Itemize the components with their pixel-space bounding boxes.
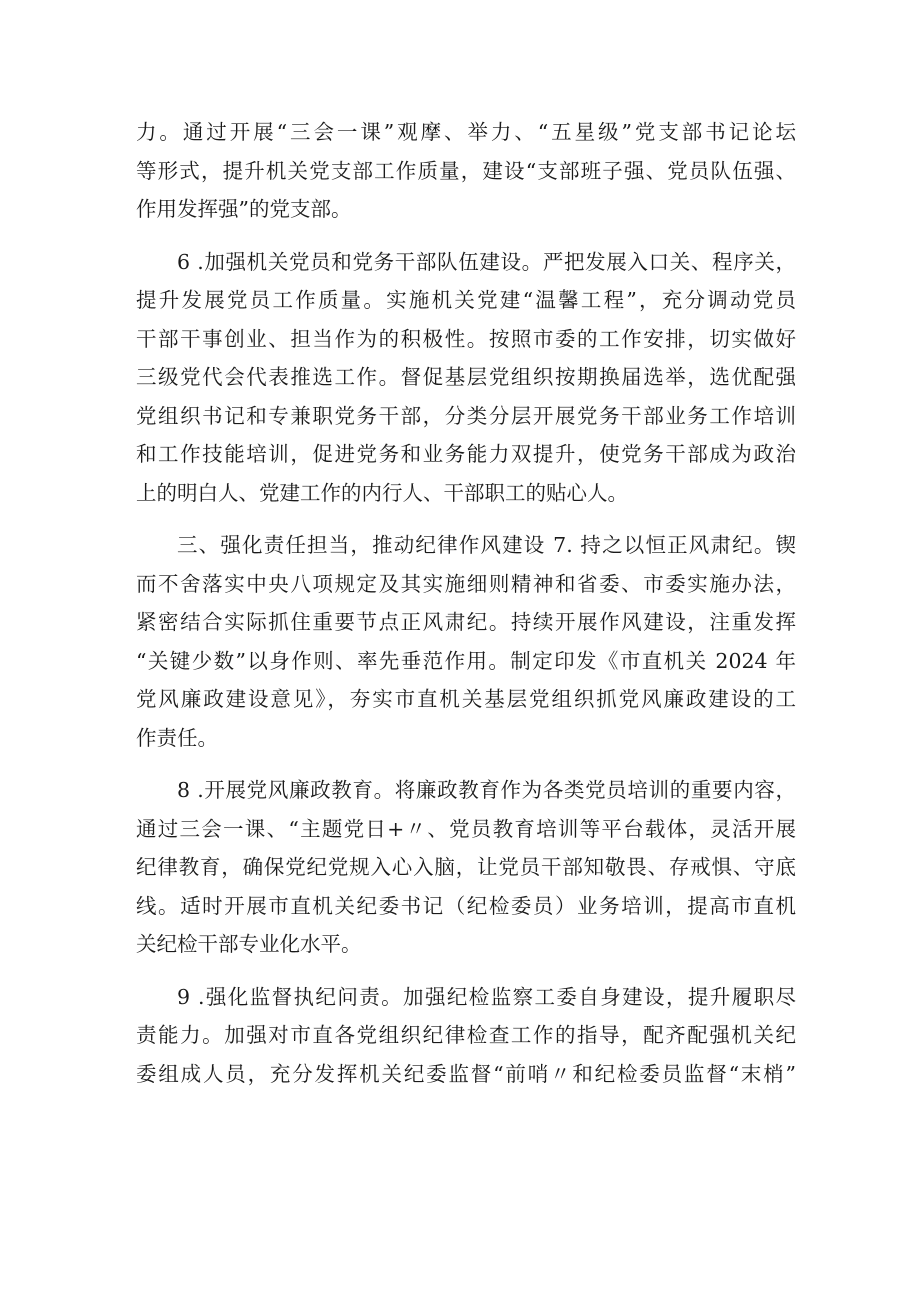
text-line: 干部干事创业、担当作为的积极性。按照市委的工作安排，切实做好 — [136, 326, 796, 351]
document-body — [136, 113, 796, 1107]
text-line: 作用发挥强”的党支部。 — [136, 197, 352, 221]
text-line: 9 .强化监督执纪问责。加强纪检监察工委自身建设，提升履职尽 — [177, 984, 796, 1009]
paragraph-item-9 — [136, 978, 796, 1094]
text-line: 纪律教育，确保党纪党规入心入脑，让党员干部知敬畏、存戒惧、守底 — [136, 855, 796, 879]
text-line: 而不舍落实中央八项规定及其实施细则精神和省委、市委实施办法， — [136, 571, 796, 596]
text-line: 和工作技能培训，促进党务和业务能力双提升，使党务干部成为政治 — [136, 442, 796, 466]
text-line: 关纪检干部专业化水平。 — [136, 932, 362, 956]
text-line: 6 .加强机关党员和党务干部队伍建设。严把发展入口关、程序关， — [177, 249, 796, 274]
text-line: 线。适时开展市直机关纪委书记（纪检委员）业务培训，提高市直机 — [136, 893, 796, 918]
text-line: 8 .开展党风廉政教育。将廉政教育作为各类党员培训的重要内容， — [177, 778, 796, 802]
paragraph-continuation — [136, 113, 796, 229]
text-line: 力。通过开展“三会一课”观摩、举力、“五星级”党支部书记论坛 — [136, 120, 796, 144]
text-line: 三、强化责任担当，推动纪律作风建设 7. 持之以恒正风肃纪。锲 — [177, 533, 796, 557]
paragraph-item-6 — [136, 243, 796, 513]
text-line: 三级党代会代表推选工作。督促基层党组织按期换届选举，选优配强 — [136, 365, 796, 389]
text-line: 通过三会一课、“主题党日+〃、党员教育培训等平台载体，灵活开展 — [136, 816, 796, 841]
text-line: “关键少数”以身作则、率先垂范作用。制定印发《市直机关 2024 年 — [136, 648, 796, 673]
text-line: 紧密结合实际抓住重要节点正风肃纪。持续开展作风建设，注重发挥 — [136, 610, 796, 634]
text-line: 等形式，提升机关党支部工作质量，建设“支部班子强、党员队伍强、 — [136, 158, 796, 183]
text-line: 党风廉政建设意见》，夯实市直机关基层党组织抓党风廉政建设的工 — [136, 687, 796, 711]
text-line: 委组成人员，充分发挥机关纪委监督“前哨〃和纪检委员监督“末梢” — [136, 1061, 796, 1086]
text-line: 党组织书记和专兼职党务干部，分类分层开展党务干部业务工作培训 — [136, 403, 796, 428]
text-line: 上的明白人、党建工作的内行人、干部职工的贴心人。 — [136, 480, 628, 505]
paragraph-section-3 — [136, 526, 796, 757]
text-line: 作责任。 — [136, 725, 218, 750]
text-line: 提升发展党员工作质量。实施机关党建“温馨工程”，充分调动党员 — [136, 288, 796, 312]
text-line: 责能力。加强对市直各党组织纪律检查工作的指导，配齐配强机关纪 — [136, 1023, 796, 1047]
paragraph-item-8 — [136, 771, 796, 964]
